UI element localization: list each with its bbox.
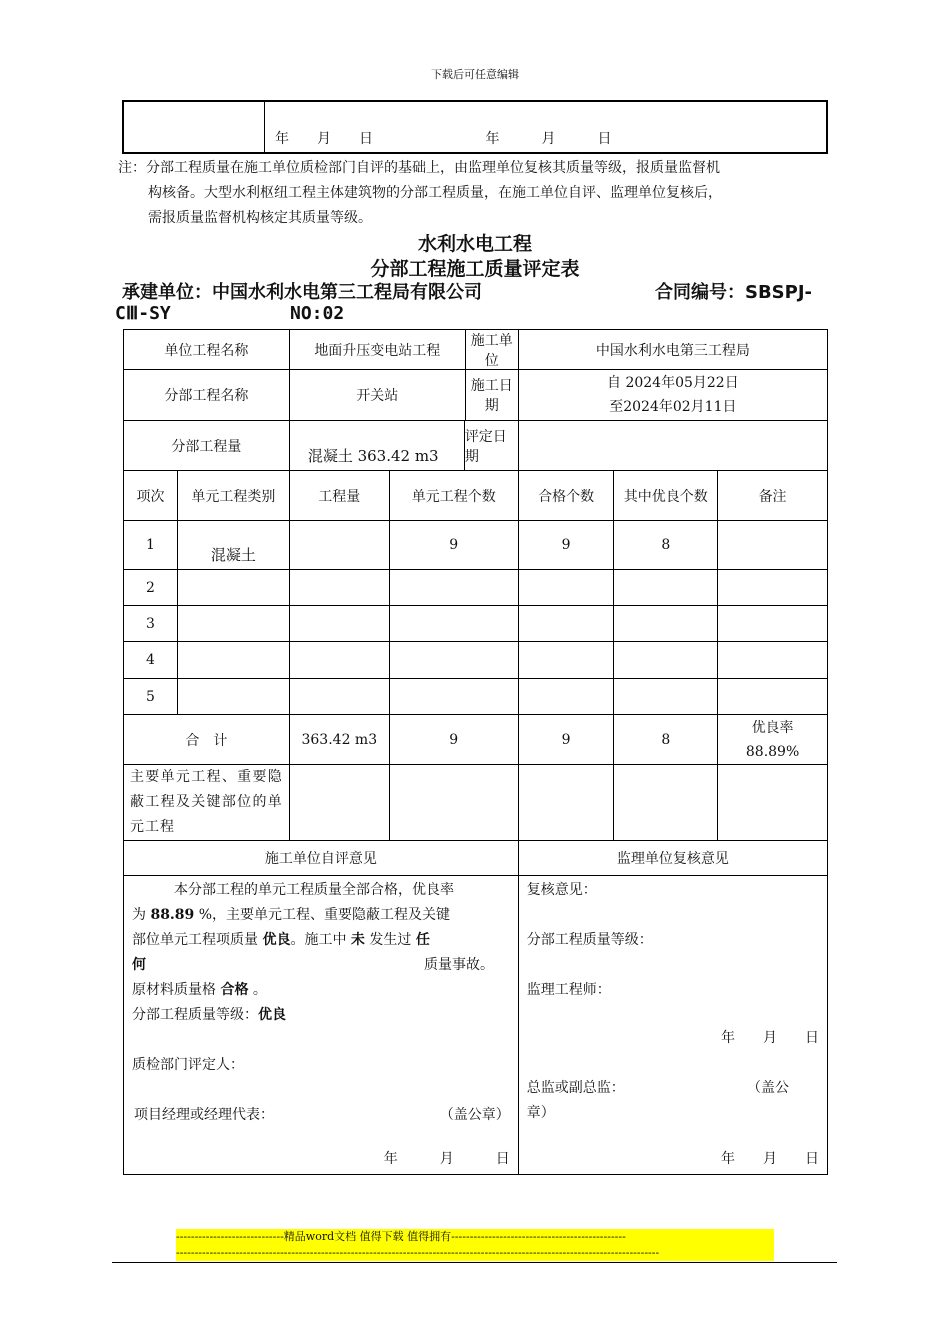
unit-name-label: 单位工程名称 — [124, 330, 290, 370]
review-seal: （盖公 — [747, 1080, 789, 1096]
note-line-2: 构核备。大型水利枢纽工程主体建筑物的分部工程质量，在施工单位自评、监理单位复核后， — [148, 185, 722, 201]
review-date-2: 年 月 日 — [721, 1151, 819, 1167]
review-engineer: 监理工程师： — [526, 982, 611, 998]
manager: 项目经理或经理代表： — [134, 1107, 274, 1123]
title-main: 水利水电工程 — [417, 233, 532, 255]
date-label: 施工日期 — [470, 378, 513, 414]
quantity-label: 分部工程量 — [124, 421, 290, 471]
total-label: 合 计 — [124, 715, 290, 765]
total-row — [124, 715, 828, 765]
quantity: 混凝土 363.42 m3 — [290, 421, 465, 470]
col-passed: 合格个数 — [518, 471, 614, 521]
seal: （盖公章） — [439, 1107, 510, 1123]
review-date-1: 年 月 日 — [721, 1030, 819, 1046]
rate-value: 88.89% — [745, 743, 800, 760]
note — [118, 156, 838, 231]
review-cell — [518, 876, 827, 1175]
total-qty: 363.42 m3 — [289, 715, 389, 765]
part-name: 开关站 — [290, 370, 466, 420]
key-units-row — [124, 765, 828, 841]
table-row: 3 — [124, 606, 828, 642]
col-type: 单元工程类别 — [177, 471, 289, 521]
rate-bold: 88.89 — [150, 907, 195, 923]
inspector: 质检部门评定人： — [132, 1057, 244, 1073]
footer-divider — [112, 1262, 837, 1263]
eval-date — [518, 421, 827, 471]
title-sub: 分部工程施工质量评定表 — [370, 258, 580, 280]
review-seal-cont: 章） — [526, 1105, 555, 1121]
note-line-1: 注：分部工程质量在施工单位质检部门自评的基础上，由监理单位复核其质量等级，报质量监督机 — [118, 160, 720, 176]
total-passed: 9 — [518, 715, 614, 765]
constructor: 中国水利水电第三工程局 — [518, 330, 827, 370]
table-row: 5 — [124, 679, 828, 715]
review-chief: 总监或副总监： — [526, 1080, 625, 1096]
col-qty: 工程量 — [289, 471, 389, 521]
form-number: NO:02 — [290, 303, 345, 324]
eval-date-label: 评定日期 — [464, 428, 507, 465]
main-table — [123, 329, 828, 1175]
self-eval-cell: 本分部工程的单元工程质量全部合格，优良率 为 88.89 %，主要单元工程、重要隐蔽工程及关键 部位单元工程项质量 优良。施工中 未 发生过 任 何 质量事故。 原材料质量格 合格 。 分部工程质量等级：优良 质检部门评定人： 项目经理或经理代表： （盖公章） 年 月 日 — [124, 876, 519, 1175]
col-units: 单元工程个数 — [389, 471, 518, 521]
table-row: 1 混凝土 9 9 8 — [124, 521, 828, 570]
unit-name: 地面升压变电站工程 — [290, 330, 466, 369]
col-excellent: 其中优良个数 — [614, 471, 718, 521]
self-eval-date: 年 月 日 — [383, 1151, 510, 1167]
top-date-right: 年 月 日 — [485, 131, 612, 147]
rate-label: 优良率 — [751, 719, 794, 736]
total-units: 9 — [389, 715, 518, 765]
footer-line-2: ---------------------------------------------------------------------------------------------------------------------------------- — [176, 1245, 774, 1261]
review-grade: 分部工程质量等级： — [526, 932, 653, 948]
date-from: 自 2024年05月22日 — [607, 375, 739, 391]
contract-number-cont: CⅢ-SY — [115, 303, 171, 324]
footer-line-1: -----------------------------精品word文档 值得下载 值得拥有----------------------------------------------- — [176, 1229, 774, 1245]
table-row: 4 — [124, 642, 828, 679]
top-date-left: 年 月 日 — [275, 131, 373, 147]
top-table — [122, 100, 828, 154]
note-line-3: 需报质量监督机构核定其质量等级。 — [148, 210, 372, 226]
part-name-label: 分部工程名称 — [124, 370, 290, 421]
date-to: 至2024年02月11日 — [609, 399, 737, 415]
review-header: 监理单位复核意见 — [518, 841, 827, 876]
contract-number: 合同编号：SBSPJ- — [655, 282, 813, 303]
header-note: 下载后可任意编辑 — [431, 68, 519, 81]
total-excellent: 8 — [614, 715, 718, 765]
col-remark: 备注 — [718, 471, 828, 521]
builder: 承建单位：中国水利水电第三工程局有限公司 — [122, 282, 482, 303]
col-no: 项次 — [124, 471, 178, 521]
constructor-label: 施工单位 — [470, 332, 513, 369]
self-eval-header: 施工单位自评意见 — [124, 841, 519, 876]
key-units-label: 主要单元工程、重要隐蔽工程及关键部位的单元工程 — [124, 765, 290, 841]
table-row: 2 — [124, 570, 828, 606]
review-opinion: 复核意见： — [526, 882, 597, 898]
